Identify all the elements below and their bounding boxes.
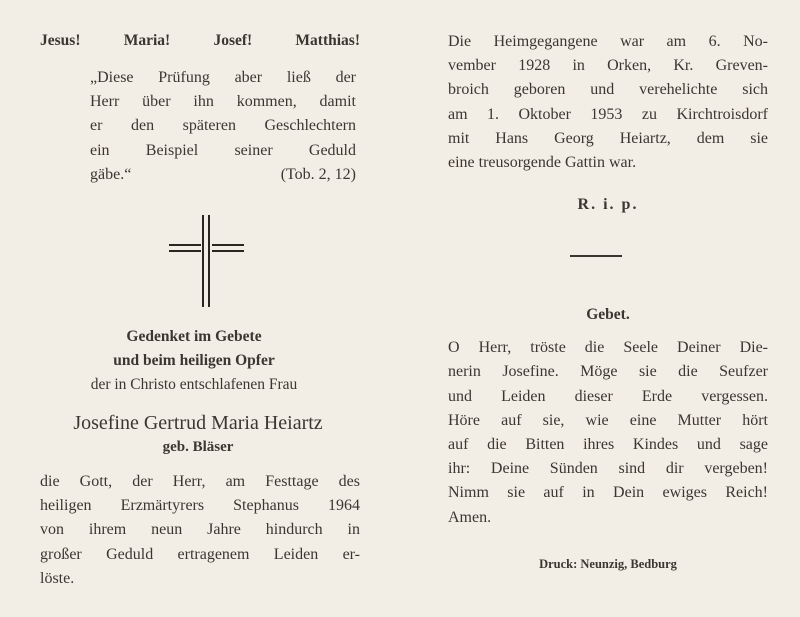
prayer-line: Nimm sie auf in Dein ewiges Reich! bbox=[448, 484, 768, 502]
death-notice bbox=[40, 470, 360, 591]
prayer-title: Gebet. bbox=[586, 306, 630, 324]
bio-last-line: eine treusorgende Gattin war. bbox=[448, 154, 637, 172]
maiden-name: geb. Bläser bbox=[162, 439, 234, 456]
prayer-line: ihr: Deine Sünden sind dir vergeben! bbox=[448, 460, 768, 478]
quote-end: gäbe.“ bbox=[90, 165, 132, 183]
prayer-line: Höre auf sie, wie eine Mutter hört bbox=[448, 411, 768, 429]
invocation bbox=[40, 30, 360, 52]
invocation-matthias: Matthias! bbox=[295, 32, 360, 49]
prayer-line: und Leiden dieser Erde vergessen. bbox=[448, 387, 768, 405]
death-line: die Gott, der Herr, am Festtage des bbox=[40, 473, 360, 491]
invocation-maria: Maria! bbox=[123, 32, 171, 49]
prayer-line: O Herr, tröste die Seele Deiner Die- bbox=[448, 339, 768, 357]
quote-last-line bbox=[90, 163, 356, 187]
cross-icon bbox=[164, 215, 254, 307]
invocation-josef: Josef! bbox=[213, 32, 253, 49]
right-column bbox=[448, 30, 768, 572]
death-last-line: löste. bbox=[40, 569, 75, 587]
bio-line: Die Heimgegangene war am 6. No- bbox=[448, 33, 768, 50]
quote-line: ein Beispiel seiner Geduld bbox=[90, 141, 356, 159]
commemoration-line: und beim heiligen Opfer bbox=[113, 352, 275, 370]
commemoration-line: Gedenket im Gebete bbox=[126, 328, 262, 346]
death-line: heiligen Erzmärtyrers Stephanus 1964 bbox=[40, 497, 360, 515]
prayer-line: auf die Bitten ihres Kindes und sage bbox=[448, 436, 768, 454]
commemoration bbox=[24, 325, 364, 397]
rip-text: R. i. p. bbox=[577, 196, 639, 214]
prayer-line: nerin Josefine. Möge sie die Seufzer bbox=[448, 363, 768, 381]
prayer-text bbox=[448, 336, 768, 530]
bio-line: broich geboren und verehelichte sich bbox=[448, 81, 768, 99]
quote-line: er den späteren Geschlechtern bbox=[90, 117, 356, 135]
scripture-quote bbox=[90, 66, 356, 187]
death-line: von ihrem neun Jahre hindurch in bbox=[40, 521, 360, 539]
commemoration-line: der in Christo entschlafenen Frau bbox=[90, 376, 298, 394]
prayer-last-line: Amen. bbox=[448, 508, 492, 526]
separator-line bbox=[570, 255, 622, 257]
printer-credit: Druck: Neunzig, Bedburg bbox=[539, 556, 677, 571]
death-line: großer Geduld ertragenem Leiden er- bbox=[40, 545, 360, 563]
bio-line: am 1. Oktober 1953 zu Kirchtroisdorf bbox=[448, 105, 768, 123]
bio-line: vember 1928 in Orken, Kr. Greven- bbox=[448, 57, 768, 75]
invocation-jesus: Jesus! bbox=[40, 32, 81, 49]
biography bbox=[448, 30, 768, 175]
bio-line: mit Hans Georg Heiartz, dem sie bbox=[448, 129, 768, 147]
quote-line: Herr über ihn kommen, damit bbox=[90, 93, 356, 111]
quote-reference: (Tob. 2, 12) bbox=[280, 165, 356, 183]
deceased-name: Josefine Gertrud Maria Heiartz bbox=[73, 412, 323, 435]
quote-line: „Diese Prüfung aber ließ der bbox=[90, 69, 356, 86]
left-column bbox=[36, 30, 360, 591]
